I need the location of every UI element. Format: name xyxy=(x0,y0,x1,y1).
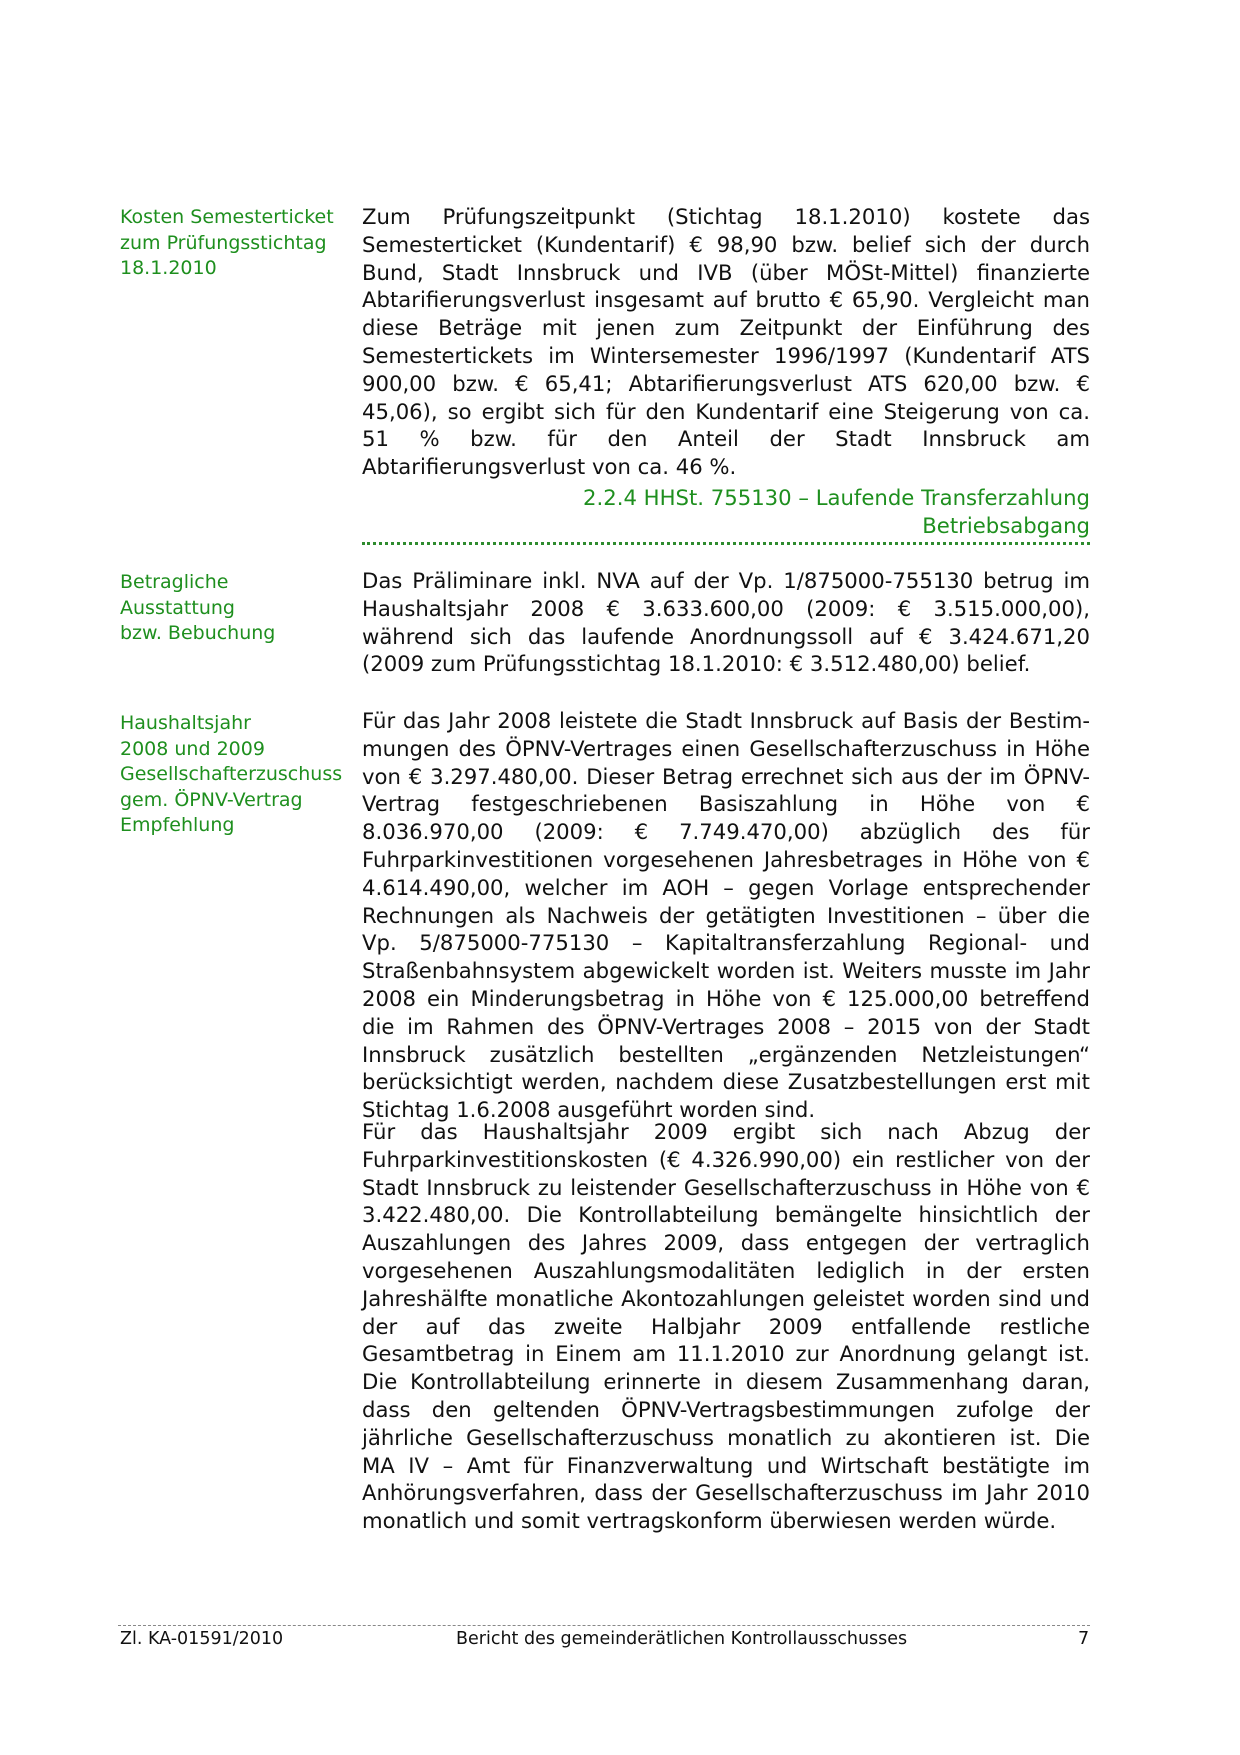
paragraph-praeliminare: Das Präliminare inkl. NVA auf der Vp. 1/875000-755130 betrug im Haushaltsjahr 2008 € 3.633.600,00 (2009: € 3.515.000,00), während sich das laufende Anordnungssoll auf € 3.424.671,20 (2009 zum Prüfungsstichtag 18.1.2010: € 3.512.480,00) belief. xyxy=(362,568,1090,677)
paragraph-jahr-2008: Für das Jahr 2008 leistete die Stadt Innsbruck auf Basis der Bestimmungen des ÖPNV-Vertrages einen Gesellschafterzuschuss in Höhe von € 3.297.480,00. Dieser Betrag errechnet sich aus der im ÖPNV-Vertrag festgeschriebenen Basiszahlung in Höhe von € 8.036.970,00 (2009: € 7.749.470,00) abzüglich des für Fuhrparkinvestitionen vorgesehenen Jahresbetrages in Höhe von € 4.614.490,00, welcher im AOH – gegen Vorlage entsprechender Rechnungen als Nachweis der getätigten Investitionen – über die Vp. 5/875000-775130 – Kapitaltransferzahlung Regional- und Straßenbahnsystem abgewickelt worden ist. Weiters musste im Jahr 2008 ein Minderungsbetrag in Höhe von € 125.000,00 betreffend die im Rahmen des ÖPNV-Vertrages 2008 – 2015 von der Stadt Innsbruck zusätzlich bestellten „ergänzenden Netzleistungen“ berücksichtigt werden, nachdem diese Zusatzbestellungen erst mit Stichtag 1.6.2008 ausgeführt worden sind. xyxy=(362,708,1090,1123)
paragraph-semesterticket: Zum Prüfungszeitpunkt (Stichtag 18.1.2010) kostete das Semesterticket (Kundentarif) € 98,90 bzw. belief sich der durch Bund, Stadt Innsbruck und IVB (über MÖSt-Mittel) finanzierte Abtarifierungsverlust insgesamt auf brutto € 65,90. Vergleicht man diese Beträge mit jenen zum Zeitpunkt der Einführung des Semestertickets im Wintersemester 1996/1997 (Kundentarif ATS 900,00 bzw. € 65,41; Abtarifierungsverlust ATS 620,00 bzw. € 45,06), so ergibt sich für den Kundentarif eine Steigerung von ca. 51 % bzw. für den Anteil der Stadt Innsbruck am Abtarifierungsverlust von ca. 46 %. xyxy=(362,204,1090,480)
section-divider xyxy=(362,542,1090,545)
sidebar-note-line: gem. ÖPNV-Vertrag xyxy=(120,788,303,811)
footer-divider xyxy=(118,1625,1090,1626)
sidebar-note-line: 2008 und 2009 xyxy=(120,737,265,760)
sidebar-note-line: bzw. Bebuchung xyxy=(120,622,276,644)
sidebar-note-line: Gesellschafterzuschuss xyxy=(120,763,343,785)
sidebar-note-semesterticket xyxy=(120,205,345,282)
section-heading-line2: Betriebsabgang xyxy=(922,513,1090,538)
section-heading-line1: 2.2.4 HHSt. 755130 – Laufende Transferzahlung xyxy=(583,485,1090,510)
sidebar-note-line: Kosten Semesterticket xyxy=(120,206,334,228)
section-heading xyxy=(362,484,1090,540)
footer-title: Bericht des gemeinderätlichen Kontrollausschusses xyxy=(456,1629,908,1649)
sidebar-note-line: Empfehlung xyxy=(120,814,235,836)
sidebar-note-haushaltsjahr xyxy=(120,711,345,839)
sidebar-note-line: Betragliche Ausstattung xyxy=(120,571,235,619)
page-number: 7 xyxy=(1078,1629,1090,1649)
footer-reference: Zl. KA-01591/2010 xyxy=(120,1629,284,1649)
sidebar-note-line: Haushaltsjahr xyxy=(120,712,251,734)
paragraph-haushaltsjahr-2009: Für das Haushaltsjahr 2009 ergibt sich nach Abzug der Fuhrparkinvestitionskosten (€ 4.326.990,00) ein restlicher von der Stadt Innsbruck zu leistender Gesellschafterzuschuss in Höhe von € 3.422.480,00. Die Kontrollabteilung bemängelte hinsichtlich der Auszahlungen des Jahres 2009, dass entgegen der vertraglich vorgesehenen Auszahlungsmodalitäten lediglich in der ersten Jahreshälfte monatliche Akontozahlungen geleistet worden sind und der auf das zweite Halbjahr 2009 entfallende restliche Gesamtbetrag in Einem am 11.1.2010 zur Anordnung gelangt ist. Die Kontrollabteilung erinnerte in diesem Zusammenhang daran, dass den geltenden ÖPNV-Vertragsbestimmungen zufolge der jährliche Gesellschafterzuschuss monatlich zu akontieren ist. Die MA IV – Amt für Finanzverwaltung und Wirtschaft bestätigte im Anhörungsverfahren, dass der Gesellschafterzuschuss im Jahr 2010 monatlich und somit vertragskonform überwiesen werden würde. xyxy=(362,1119,1090,1534)
sidebar-note-line: 18.1.2010 xyxy=(120,257,217,279)
sidebar-note-ausstattung xyxy=(120,570,345,647)
sidebar-note-line: zum Prüfungsstichtag xyxy=(120,231,327,254)
